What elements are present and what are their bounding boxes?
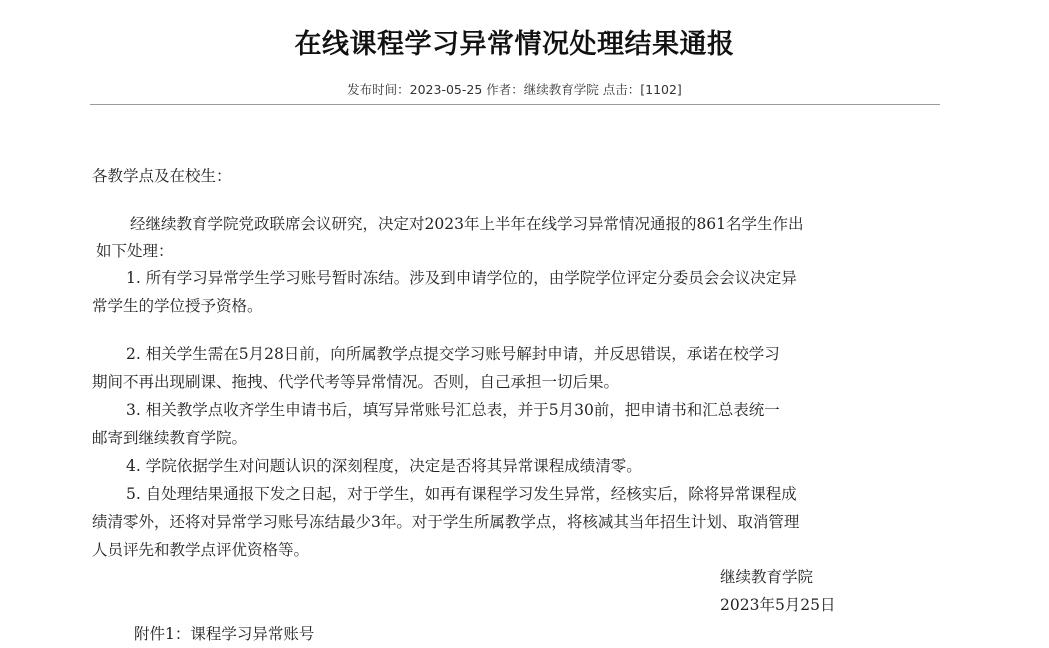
item-3-line-1: 3. 相关教学点收齐学生申请书后，填写异常账号汇总表，并于5月30前，把申请书和汇总表统一 <box>126 401 780 419</box>
salutation: 各教学点及在校生： <box>92 167 232 185</box>
divider <box>90 104 940 105</box>
item-2-line-2: 期间不再出现刷课、拖拽、代学代考等异常情况。否则，自己承担一切后果。 <box>92 373 620 391</box>
intro-line-1: 经继续教育学院党政联席会议研究，决定对2023年上半年在线学习异常情况通报的861名学生作出 <box>130 215 804 233</box>
signature-date: 2023年5月25日 <box>720 596 836 614</box>
item-1-line-2: 常学生的学位授予资格。 <box>92 297 263 315</box>
item-2-line-1: 2. 相关学生需在5月28日前，向所属教学点提交学习账号解封申请，并反思错误，承诺在校学习 <box>126 345 780 363</box>
page-title: 在线课程学习异常情况处理结果通报 <box>294 29 735 60</box>
publish-meta: 发布时间：2023-05-25 作者：继续教育学院 点击：[1102] <box>347 82 682 97</box>
item-3-line-2: 邮寄到继续教育学院。 <box>92 429 248 447</box>
item-5-line-2: 绩清零外，还将对异常学习账号冻结最少3年。对于学生所属教学点，将核减其当年招生计划、取消管理 <box>92 513 800 531</box>
signature-org: 继续教育学院 <box>720 568 814 586</box>
intro-line-2: 如下处理： <box>96 242 174 260</box>
item-1-line-1: 1. 所有学习异常学生学习账号暂时冻结。涉及到申请学位的，由学院学位评定分委员会会议决定异 <box>126 269 797 287</box>
item-5-line-1: 5. 自处理结果通报下发之日起，对于学生，如再有课程学习发生异常，经核实后，除将异常课程成 <box>126 485 797 503</box>
attachment-link[interactable]: 附件1：课程学习异常账号 <box>134 625 315 643</box>
item-5-line-3: 人员评先和教学点评优资格等。 <box>92 541 310 559</box>
item-4-line-1: 4. 学院依据学生对问题认识的深刻程度，决定是否将其异常课程成绩清零。 <box>126 457 642 475</box>
